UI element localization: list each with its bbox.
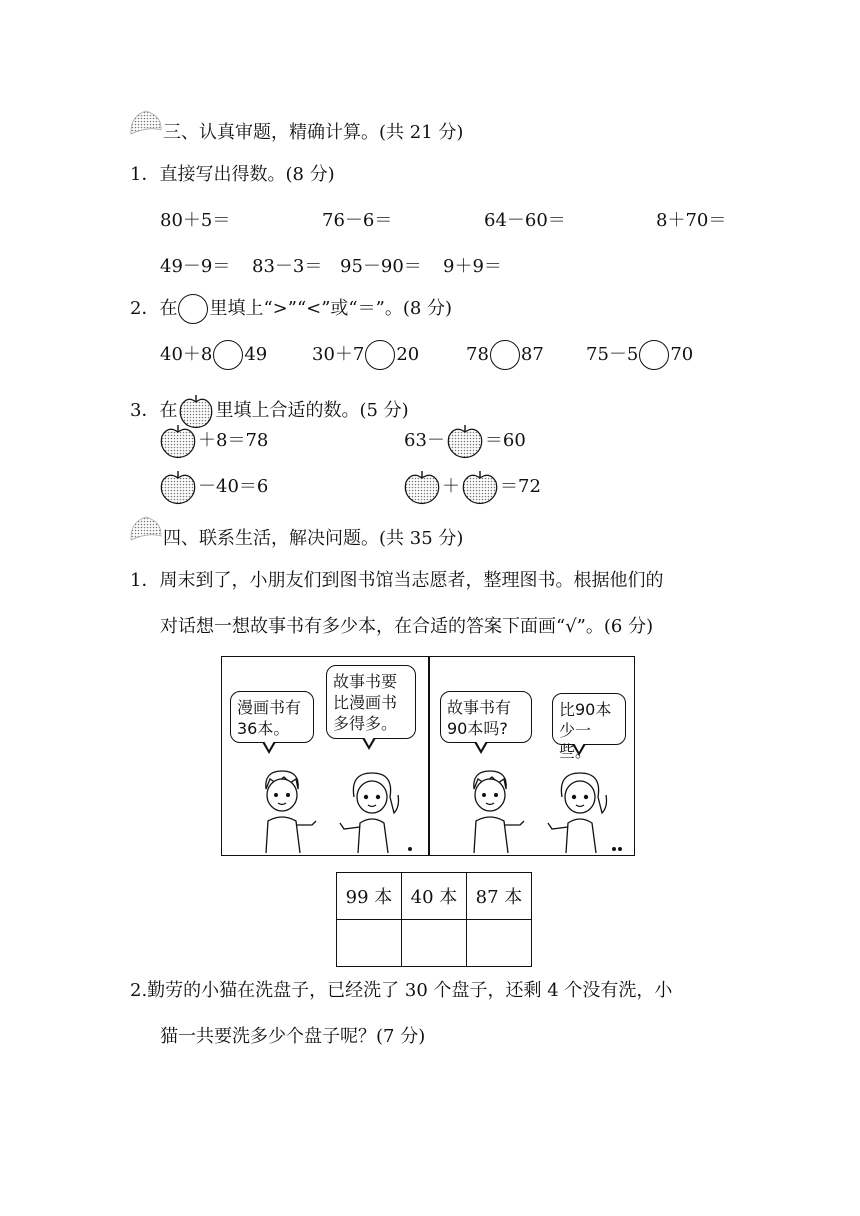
compare-circle-icon <box>178 294 208 324</box>
q2-label <box>130 294 452 324</box>
answer-circle[interactable] <box>365 340 395 370</box>
panel-1-marker <box>408 847 412 851</box>
comic-divider <box>428 657 430 855</box>
section3-title: 三、认真审题，精确计算。(共 21 分) <box>163 122 464 143</box>
apple-icon[interactable] <box>445 422 485 460</box>
panel-2-marker <box>612 847 616 851</box>
shell-icon <box>128 514 164 542</box>
option-99: 99 本 <box>337 873 402 920</box>
apple-eq-2: 63－ ＝60 <box>404 422 526 460</box>
answer-table <box>336 872 532 967</box>
apple-eq-4: ＋ ＝72 <box>402 468 541 506</box>
compare-item-3: 78 87 <box>466 340 544 370</box>
arith-1: 80＋5＝ <box>160 210 231 231</box>
arith-6: 83－3＝ <box>252 256 323 277</box>
panel-2-marker <box>618 847 622 851</box>
boy-illustration <box>252 767 322 855</box>
q2-prefix: 2．在 <box>130 298 178 319</box>
apple-icon[interactable] <box>402 468 442 506</box>
q1-label: 1．直接写出得数。(8 分) <box>130 164 335 185</box>
q2-suffix: 里填上“>”“<”或“＝”。(8 分) <box>209 298 453 319</box>
arith-5: 49－9＝ <box>160 256 231 277</box>
answer-circle[interactable] <box>213 340 243 370</box>
option-40: 40 本 <box>402 873 467 920</box>
answer-cell-3[interactable] <box>467 920 532 967</box>
answer-cell-2[interactable] <box>402 920 467 967</box>
speech-bubble-3: 故事书有90本吗? <box>440 691 532 743</box>
girl-illustration <box>334 767 412 855</box>
shell-icon <box>128 108 164 136</box>
apple-icon[interactable] <box>460 468 500 506</box>
apple-icon[interactable] <box>158 422 198 460</box>
comic-panel <box>221 656 635 856</box>
apple-eq-3: －40＝6 <box>158 468 268 506</box>
s4-q1-line2: 对话想一想故事书有多少本，在合适的答案下面画“√”。(6 分) <box>160 616 654 637</box>
q3-label: 3．在 里填上合适的数。(5 分) <box>130 392 409 430</box>
compare-item-4: 75－5 70 <box>586 340 693 370</box>
section4-title: 四、联系生活，解决问题。(共 35 分) <box>163 528 464 549</box>
apple-eq-1: ＋8＝78 <box>158 422 268 460</box>
s4-q2-line2: 猫一共要洗多少个盘子呢？(7 分) <box>160 1026 426 1047</box>
compare-item-2: 30＋7 20 <box>312 340 419 370</box>
boy-illustration <box>460 767 530 855</box>
speech-bubble-1: 漫画书有36本。 <box>230 691 314 743</box>
arith-3: 64－60＝ <box>484 210 566 231</box>
compare-item-1: 40＋8 49 <box>160 340 267 370</box>
arith-7: 95－90＝ <box>340 256 422 277</box>
option-87: 87 本 <box>467 873 532 920</box>
s4-q2-line1: 2.勤劳的小猫在洗盘子，已经洗了 30 个盘子，还剩 4 个没有洗，小 <box>130 980 673 1001</box>
girl-illustration <box>542 767 620 855</box>
apple-icon[interactable] <box>158 468 198 506</box>
arith-2: 76－6＝ <box>322 210 393 231</box>
answer-circle[interactable] <box>639 340 669 370</box>
arith-4: 8＋70＝ <box>656 210 727 231</box>
s4-q1-line1: 1．周末到了，小朋友们到图书馆当志愿者，整理图书。根据他们的 <box>130 570 664 591</box>
speech-bubble-4: 比90本少一些。 <box>552 693 626 745</box>
arith-8: 9＋9＝ <box>443 256 502 277</box>
answer-cell-1[interactable] <box>337 920 402 967</box>
speech-bubble-2: 故事书要比漫画书多得多。 <box>326 665 416 739</box>
answer-circle[interactable] <box>490 340 520 370</box>
